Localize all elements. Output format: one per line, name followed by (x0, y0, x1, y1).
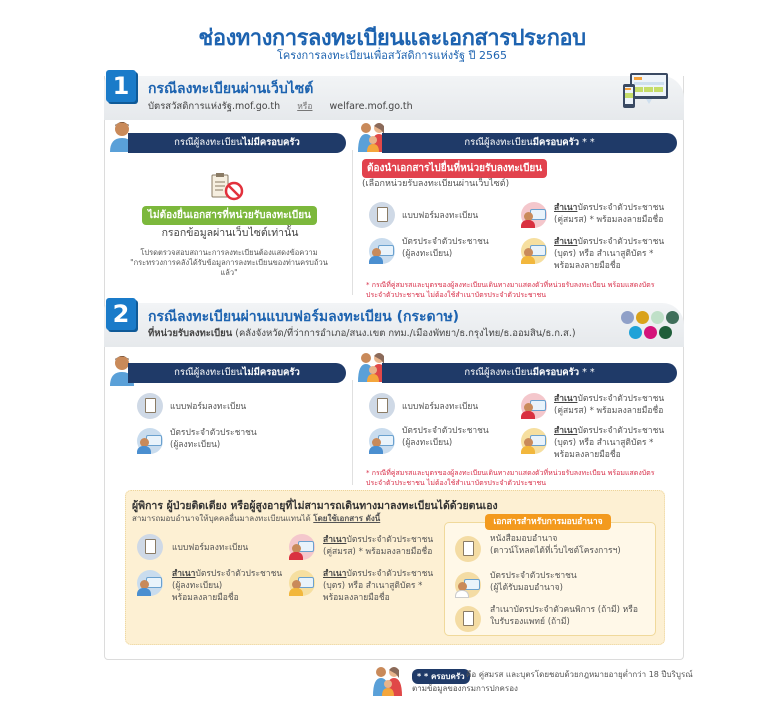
family-definition-source: ตามข้อมูลของกรมการปกครอง (412, 684, 518, 693)
child-id-icon-2 (521, 428, 547, 454)
family-definition-badge: * * ครอบครัว (412, 669, 470, 684)
proxy-item-child: สำเนาบัตรประจำตัวประชาชน (บุตร) หรือ สำเนาสูติบัตร * พร้อมลงลายมือชื่อ (323, 569, 434, 603)
pill-no-family-s1: กรณีผู้ลงทะเบียนไม่มีครอบครัว (128, 133, 346, 153)
form-icon-2 (137, 393, 163, 419)
website-devices-icon (622, 72, 670, 112)
item-id-card-3: บัตรประจำตัวประชาชน (ผู้ลงทะเบียน) (402, 426, 489, 448)
column-divider (352, 150, 353, 295)
family-note-2: * กรณีที่คู่สมรสและบุตรของผู้ลงทะเบียนเดินทางมาแสดงตัวที่หน่วยรับลงทะเบียน พร้อมแสดงบัตร ประจำตัวประชาชน ไม่ต้องใช้สำเนาบัตรประจำตัวประชาชน (366, 469, 655, 487)
doc-disability-cert: สำเนาบัตรประจำตัวคนพิการ (ถ้ามี) หรือ ใบรับรองแพทย์ (ถ้ามี) (490, 605, 638, 627)
doc-proxy-id: บัตรประจำตัวประชาชน (ผู้ได้รับมอบอำนาจ) (490, 571, 577, 593)
item-id-card: บัตรประจำตัวประชาชน (ผู้ลงทะเบียน) (402, 237, 489, 259)
child-id-icon-3 (289, 570, 315, 596)
form-icon-3 (369, 393, 395, 419)
power-of-attorney-icon (455, 536, 481, 562)
section2-title: กรณีลงทะเบียนผ่านแบบฟอร์มลงทะเบียน (กระดาษ) (148, 309, 460, 325)
proxy-item-spouse: สำเนาบัตรประจำตัวประชาชน (คู่สมรส) * พร้อมลงลายมือชื่อ (323, 535, 434, 557)
item-form-3: แบบฟอร์มลงทะเบียน (402, 402, 479, 412)
id-card-icon-3 (369, 428, 395, 454)
family-icon-footer (372, 666, 404, 700)
site-link-thai[interactable]: บัตรสวัสดิการแห่งรัฐ.mof.go.th (148, 101, 281, 112)
logo-dopa-icon (636, 311, 649, 324)
family-definition-text: คือ คู่สมรส และบุตรโดยชอบด้วยกฎหมายอายุต่ำกว่า 18 ปีบริบูรณ์ (466, 670, 693, 679)
select-unit-text: (เลือกหน่วยรับลงทะเบียนผ่านเว็บไซต์) (362, 179, 510, 189)
no-submit-badge: ไม่ต้องยื่นเอกสารที่หน่วยรับลงทะเบียน (142, 206, 317, 225)
logo-pattaya-icon (666, 311, 679, 324)
item-form: แบบฟอร์มลงทะเบียน (402, 211, 479, 221)
item-child-copy-2: สำเนาบัตรประจำตัวประชาชน (บุตร) หรือ สำเนาสูติบัตร * พร้อมลงลายมือชื่อ (554, 426, 665, 460)
item-child-copy: สำเนาบัตรประจำตัวประชาชน (บุตร) หรือ สำเนาสูติบัตร * พร้อมลงลายมือชื่อ (554, 237, 665, 271)
id-card-icon (369, 238, 395, 264)
logo-bma-icon (651, 311, 664, 324)
page-subtitle: โครงการลงทะเบียนเพื่อสวัสดิการแห่งรัฐ ปี 2565 (276, 49, 508, 62)
must-submit-badge: ต้องนำเอกสารไปยื่นที่หน่วยรับลงทะเบียน (362, 159, 547, 178)
spouse-id-icon-3 (289, 534, 315, 560)
spouse-id-icon-2 (521, 393, 547, 419)
column-divider-2 (352, 380, 353, 485)
proxy-item-form: แบบฟอร์มลงทะเบียน (172, 543, 249, 553)
pill-no-family-s2: กรณีผู้ลงทะเบียนไม่มีครอบครัว (128, 363, 346, 383)
doc-power-of-attorney: หนังสือมอบอำนาจ (ดาวน์โหลดได้ที่เว็บไซต์โครงการฯ) (490, 534, 621, 556)
section1-title: กรณีลงทะเบียนผ่านเว็บไซต์ (148, 81, 314, 97)
logo-baac-icon (659, 326, 672, 339)
form-icon-4 (137, 534, 163, 560)
or-label: หรือ (297, 102, 313, 112)
item-spouse-copy-2: สำเนาบัตรประจำตัวประชาชน (คู่สมรส) * พร้อมลงลายมือชื่อ (554, 394, 665, 416)
family-note: * กรณีที่คู่สมรสและบุตรของผู้ลงทะเบียนเดินทางมาแสดงตัวที่หน่วยรับลงทะเบียน พร้อมแสดงบัตร ประจำตัวประชาชน ไม่ต้องใช้สำเนาบัตรประจำตัวประชาชน (366, 281, 655, 299)
section1-number: 1 (106, 70, 136, 102)
section2-number: 2 (106, 298, 136, 330)
item-id-card-2: บัตรประจำตัวประชาชน (ผู้ลงทะเบียน) (170, 428, 257, 450)
section2-units: ที่หน่วยรับลงทะเบียน (คลังจังหวัด/ที่ว่าการอำเภอ/สนง.เขต กทม./เมืองพัทยา/ธ.กรุงไทย/ธ.ออมสิน/ธ.ก.ส.) (148, 328, 576, 339)
page-title: ช่องทางการลงทะเบียนและเอกสารประกอบ (198, 26, 586, 51)
proxy-id-card-icon (455, 572, 481, 598)
logo-gsb-icon (644, 326, 657, 339)
pill-with-family-s2: กรณีผู้ลงทะเบียนมีครอบครัว * * (382, 363, 677, 383)
proxy-item-id-copy: สำเนาบัตรประจำตัวประชาชน (ผู้ลงทะเบียน) พร้อมลงลายมือชื่อ (172, 569, 283, 603)
medical-cert-icon (455, 606, 481, 632)
section1-sites (148, 99, 413, 114)
proxy-docs-tab: เอกสารสำหรับการมอบอำนาจ (485, 514, 611, 530)
item-spouse-copy: สำเนาบัตรประจำตัวประชาชน (คู่สมรส) * พร้อมลงลายมือชื่อ (554, 203, 665, 225)
spouse-id-icon (521, 202, 547, 228)
id-card-icon-4 (137, 570, 163, 596)
logo-ktb-icon (629, 326, 642, 339)
form-icon (369, 202, 395, 228)
child-id-icon (521, 238, 547, 264)
item-form-2: แบบฟอร์มลงทะเบียน (170, 402, 247, 412)
status-note: โปรดตรวจสอบสถานะการลงทะเบียนต้องแสดงข้อความ "กระทรวงการคลังได้รับข้อมูลการลงทะเบียนของท่านครบถ้วนแล้ว" (130, 248, 328, 277)
id-card-icon-2 (137, 428, 163, 454)
proxy-title: ผู้พิการ ผู้ป่วยติดเตียง หรือผู้สูงอายุที่ไม่สามารถเดินทางมาลงทะเบียนได้ด้วยตนเอง (132, 500, 498, 512)
no-document-icon (210, 172, 244, 206)
pill-with-family-s1: กรณีผู้ลงทะเบียนมีครอบครัว * * (382, 133, 677, 153)
website-only-text: กรอกข้อมูลผ่านเว็บไซต์เท่านั้น (161, 227, 299, 239)
proxy-subtitle: สามารถมอบอำนาจให้บุคคลอื่นมาลงทะเบียนแทนได้ โดยใช้เอกสาร ดังนี้ (132, 514, 381, 523)
site-link-welfare[interactable]: welfare.mof.go.th (329, 101, 413, 112)
logo-mof-icon (621, 311, 634, 324)
